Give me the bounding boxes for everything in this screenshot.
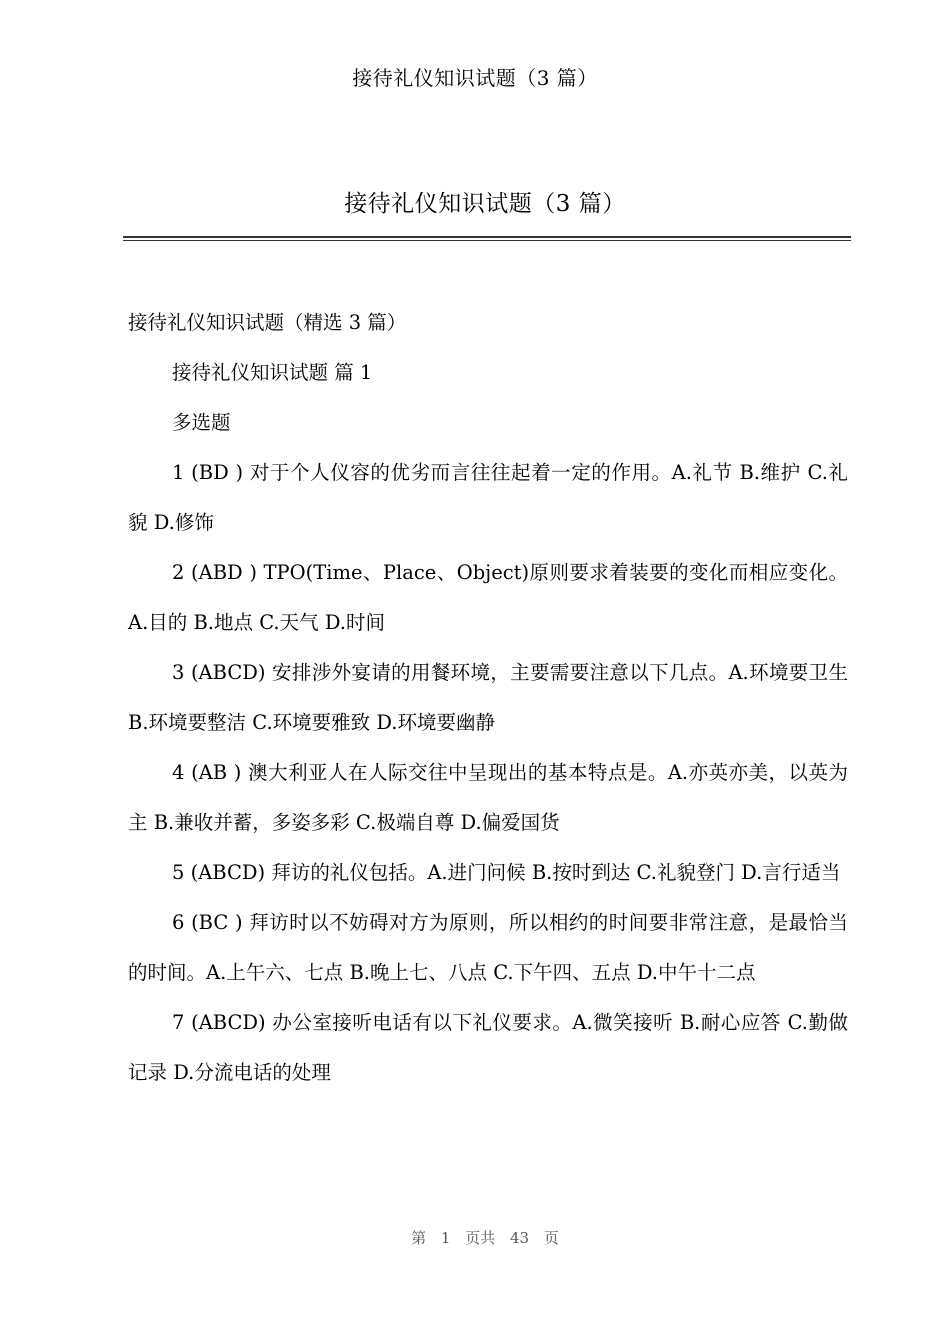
title-double-rule [123,236,851,242]
document-title: 接待礼仪知识试题（3 篇） [344,191,626,217]
running-header-title: 接待礼仪知识试题（3 篇） [352,66,598,90]
document-subtitle: 接待礼仪知识试题（精选 3 篇） [128,311,407,334]
question-type-label: 多选题 [172,411,231,434]
page-footer: 第 1 页共 43 页 [411,1229,559,1247]
question-item: 2 (ABD ) TPO(Time、Place、Object)原则要求着装要的变化而相应变化。A.目的 B.地点 C.天气 D.时间 [128,561,848,634]
question-item: 6 (BC ) 拜访时以不妨碍对方为原则，所以相约的时间要非常注意，是最恰当的时间。A.上午六、七点 B.晚上七、八点 C.下午四、五点 D.中午十二点 [128,911,848,984]
section-heading: 接待礼仪知识试题 篇 1 [172,361,373,384]
question-item: 7 (ABCD) 办公室接听电话有以下礼仪要求。A.微笑接听 B.耐心应答 C.勤做记录 D.分流电话的处理 [128,1011,848,1084]
question-item: 1 (BD ) 对于个人仪容的优劣而言往往起着一定的作用。A.礼节 B.维护 C.礼貌 D.修饰 [128,461,848,534]
title-rule-thin-line [123,240,851,241]
question-item: 3 (ABCD) 安排涉外宴请的用餐环境，主要需要注意以下几点。A.环境要卫生 B.环境要整洁 C.环境要雅致 D.环境要幽静 [128,661,848,734]
title-rule-thick-line [123,236,851,238]
document-body [128,298,848,1098]
question-item: 5 (ABCD) 拜访的礼仪包括。A.进门问候 B.按时到达 C.礼貌登门 D.言行适当 [172,861,841,884]
question-item: 4 (AB ) 澳大利亚人在人际交往中呈现出的基本特点是。A.亦英亦美，以英为主 B.兼收并蓄，多姿多彩 C.极端自尊 D.偏爱国货 [128,761,848,834]
